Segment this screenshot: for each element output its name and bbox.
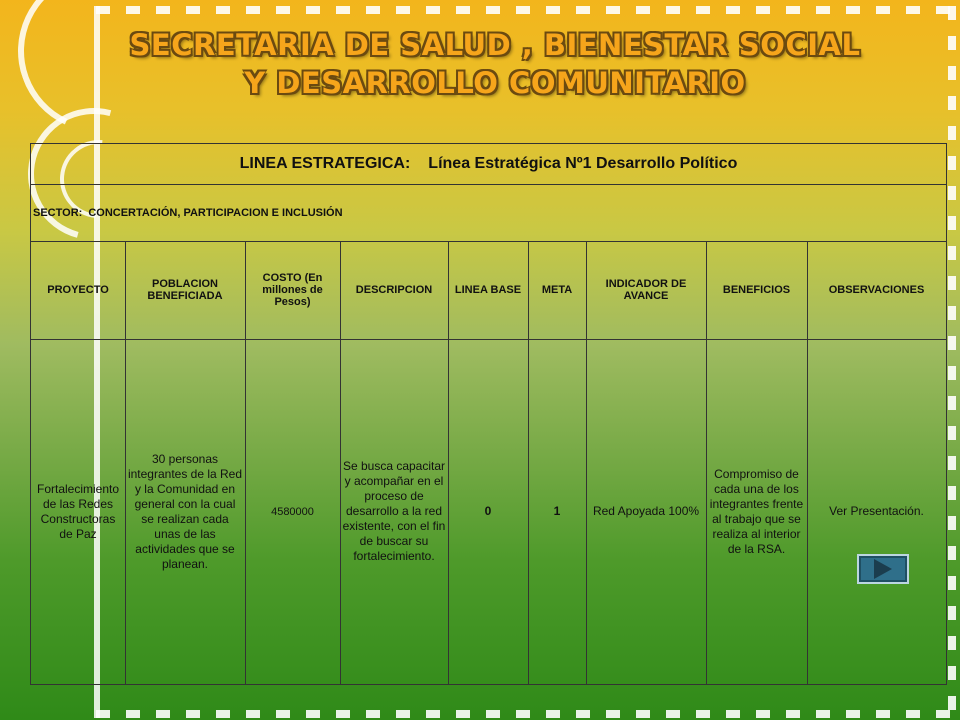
strategic-line-row <box>31 144 946 184</box>
cell-meta: 1 <box>553 504 561 518</box>
strategic-line-label: LINEA ESTRATEGICA: <box>239 155 411 172</box>
header-indicador: INDICADOR DE AVANCE <box>605 278 687 302</box>
header-observaciones: OBSERVACIONES <box>828 284 925 296</box>
play-icon <box>874 559 892 579</box>
header-poblacion: POBLACION BENEFICIADA <box>147 278 223 302</box>
sector-row <box>33 184 948 241</box>
header-descripcion: DESCRIPCION <box>355 284 433 296</box>
header-proyecto: PROYECTO <box>47 284 109 296</box>
cell-observaciones: Ver Presentación. <box>829 504 924 518</box>
frame-top-border <box>96 6 954 14</box>
header-costo: COSTO (En millones de Pesos) <box>262 272 323 308</box>
slide-title-line2: Y DESARROLLO COMUNITARIO <box>244 66 746 100</box>
cell-indicador: Red Apoyada 100% <box>592 504 700 518</box>
sector-value: CONCERTACIÓN, PARTICIPACION E INCLUSIÓN <box>88 206 343 219</box>
cell-costo: 4580000 <box>271 505 314 518</box>
header-linea-base: LINEA BASE <box>454 284 522 296</box>
frame-right-border <box>948 6 956 718</box>
cell-beneficios: Compromiso de cada una de los integrantes frente al trabajo que se realiza al interior de la RSA. <box>709 466 804 556</box>
frame-bottom-border <box>96 710 954 718</box>
cell-descripcion: Se busca capacitar y acompañar en el proceso de desarrollo a la red existente, con el fin de buscar su fortalecimiento. <box>342 459 446 563</box>
strategy-table <box>30 143 947 685</box>
strategic-line-value: Línea Estratégica Nº1 Desarrollo Político <box>428 155 738 172</box>
play-button[interactable] <box>857 554 909 584</box>
slide-title <box>100 26 890 102</box>
header-beneficios: BENEFICIOS <box>722 284 791 296</box>
slide-title-line1: SECRETARIA DE SALUD , BIENESTAR SOCIAL <box>129 28 861 62</box>
cell-linea-base: 0 <box>484 504 492 518</box>
cell-poblacion: 30 personas integrantes de la Red y la Comunidad en general con la cual se realizan cada unas de las actividades que se planean. <box>127 451 243 571</box>
header-meta: META <box>541 284 573 296</box>
cell-proyecto: Fortalecimiento de las Redes Constructoras de Paz <box>36 481 120 541</box>
sector-label: SECTOR: <box>33 206 83 219</box>
